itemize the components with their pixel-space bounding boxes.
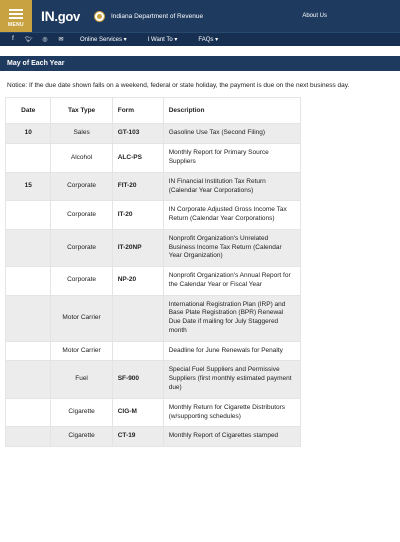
department-link[interactable] [94, 11, 203, 22]
cell-description: IN Financial Institution Tax Return (Calendar Year Corporations) [163, 172, 300, 201]
column-header-date: Date [6, 98, 51, 124]
cell-form: GT-103 [112, 124, 163, 144]
cell-description: Monthly Return for Cigarette Distributors (w/supporting schedules) [163, 398, 300, 427]
menu-label: MENU [8, 21, 24, 28]
cell-form: SF-900 [112, 361, 163, 398]
cell-form: IT-20NP [112, 229, 163, 266]
table-row [6, 341, 301, 361]
table-row [6, 427, 301, 447]
cell-form: ALC-PS [112, 144, 163, 173]
cell-tax-type: Motor Carrier [51, 295, 112, 341]
facebook-icon[interactable]: f [12, 36, 14, 42]
cell-tax-type: Corporate [51, 201, 112, 230]
nav-i-want-to[interactable]: I Want To ▾ [147, 37, 178, 43]
column-header-description: Description [163, 98, 300, 124]
table-row [6, 267, 301, 296]
table-header-row [6, 98, 301, 124]
logo-text: IN [41, 8, 55, 24]
nav-faqs[interactable]: FAQs ▾ [198, 37, 219, 43]
cell-description: Deadline for June Renewals for Penalty [163, 341, 300, 361]
cell-form: FIT-20 [112, 172, 163, 201]
tax-calendar-table [5, 97, 301, 447]
page-title: May of Each Year [0, 56, 400, 71]
cell-description: Gasoline Use Tax (Second Filing) [163, 124, 300, 144]
cell-date [6, 341, 51, 361]
logo-tld: .gov [54, 9, 80, 24]
cell-description: IN Corporate Adjusted Gross Income Tax Return (Calendar Year Corporations) [163, 201, 300, 230]
cell-date: 15 [6, 172, 51, 201]
cell-form: CT-19 [112, 427, 163, 447]
cell-date [6, 229, 51, 266]
cell-tax-type: Cigarette [51, 427, 112, 447]
table-row [6, 295, 301, 341]
cell-description: International Registration Plan (IRP) and Base Plate Registration (BPR) Renewal Due Date if mailing for July Staggered month [163, 295, 300, 341]
cell-date [6, 427, 51, 447]
about-us-link[interactable]: About Us [302, 13, 327, 19]
social-links [5, 36, 69, 43]
column-header-tax-type: Tax Type [51, 98, 112, 124]
menu-button[interactable] [0, 0, 32, 32]
cell-form [112, 295, 163, 341]
cell-form [112, 341, 163, 361]
email-icon[interactable]: ✉ [58, 37, 64, 43]
cell-tax-type: Cigarette [51, 398, 112, 427]
column-header-form: Form [112, 98, 163, 124]
table-row [6, 361, 301, 398]
hamburger-icon [9, 7, 23, 21]
cell-tax-type: Corporate [51, 267, 112, 296]
cell-date [6, 201, 51, 230]
cell-description: Nonprofit Organization's Unrelated Business Income Tax Return (Calendar Year Organization) [163, 229, 300, 266]
cell-tax-type: Fuel [51, 361, 112, 398]
cell-date [6, 295, 51, 341]
cell-tax-type: Sales [51, 124, 112, 144]
nav-online-services[interactable]: Online Services ▾ [80, 37, 127, 43]
cell-tax-type: Corporate [51, 229, 112, 266]
cell-description: Special Fuel Suppliers and Permissive Suppliers (first monthly estimated payment due) [163, 361, 300, 398]
cell-date [6, 361, 51, 398]
due-date-notice: Notice: If the due date shown falls on a weekend, federal or state holiday, the payment is due on the next business day. [7, 82, 350, 89]
cell-date [6, 144, 51, 173]
state-seal-icon [94, 11, 105, 22]
cell-description: Nonprofit Organization's Annual Report for the Calendar Year or Fiscal Year [163, 267, 300, 296]
cell-date: 10 [6, 124, 51, 144]
cell-form: IT-20 [112, 201, 163, 230]
instagram-icon[interactable]: ◎ [42, 37, 48, 43]
cell-tax-type: Alcohol [51, 144, 112, 173]
table-row [6, 398, 301, 427]
in-gov-logo[interactable] [41, 8, 80, 24]
table-row [6, 229, 301, 266]
cell-form: CIG-M [112, 398, 163, 427]
twitter-icon[interactable]: 🐦︎ [25, 37, 33, 43]
table-row [6, 172, 301, 201]
table-row [6, 144, 301, 173]
table-row [6, 124, 301, 144]
cell-tax-type: Motor Carrier [51, 341, 112, 361]
table-row [6, 201, 301, 230]
secondary-nav [0, 32, 400, 46]
cell-date [6, 398, 51, 427]
department-name: Indiana Department of Revenue [110, 12, 204, 20]
cell-description: Monthly Report for Primary Source Suppliers [163, 144, 300, 173]
cell-date [6, 267, 51, 296]
cell-form: NP-20 [112, 267, 163, 296]
cell-description: Monthly Report of Cigarettes stamped [163, 427, 300, 447]
site-header [0, 0, 400, 32]
cell-tax-type: Corporate [51, 172, 112, 201]
